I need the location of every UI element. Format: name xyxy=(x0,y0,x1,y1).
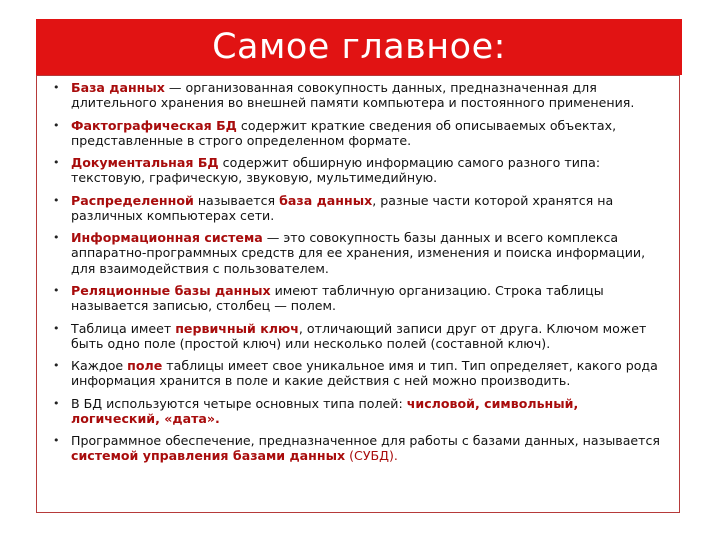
bullet-dot-icon: • xyxy=(53,193,60,207)
bullet-text: таблицы имеет свое уникальное имя и тип. Тип определяет, какого рода информация хранится в поле и какие действия с ней можно производить. xyxy=(71,358,658,389)
slide-title: Самое главное: xyxy=(212,26,506,67)
bullet-text: , отличающий записи друг от друга. Ключом может быть одно поле (простой ключ) или несколько полей (составной ключ). xyxy=(71,320,647,351)
bullet-item xyxy=(53,230,667,275)
term-database-inline: база данных xyxy=(279,192,373,208)
bullet-dot-icon: • xyxy=(53,81,60,94)
term-dbms: системой управления базами данных xyxy=(71,448,346,464)
bullet-dot-icon: • xyxy=(53,283,60,297)
bullet-text: Программное обеспечение, предназначенное для работы с базами данных, называется xyxy=(71,433,660,449)
bullet-dot-icon: • xyxy=(53,321,60,335)
bullet-dot-icon: • xyxy=(53,396,60,410)
bullet-text: называется xyxy=(193,192,280,208)
term-relational-db: Реляционные базы данных xyxy=(71,282,271,298)
bullet-item xyxy=(53,358,667,388)
bullet-item xyxy=(53,155,667,185)
bullet-dot-icon: • xyxy=(53,434,60,448)
bullet-text: Таблица имеет xyxy=(71,320,176,336)
content-box xyxy=(36,75,680,513)
bullet-text: Каждое xyxy=(71,358,128,374)
term-dbms-abbr: (СУБД). xyxy=(345,448,398,464)
term-factual-db: Фактографическая БД xyxy=(71,117,237,133)
bullet-text: , разные части которой хранятся на различных компьютерах сети. xyxy=(71,192,614,223)
bullet-dot-icon: • xyxy=(53,359,60,373)
bullet-list xyxy=(53,80,667,471)
term-documentary-db: Документальная БД xyxy=(71,155,219,171)
term-database: База данных xyxy=(71,80,165,95)
bullet-item xyxy=(53,80,667,110)
bullet-item xyxy=(53,118,667,148)
term-information-system: Информационная система xyxy=(71,230,263,246)
bullet-dot-icon: • xyxy=(53,231,60,245)
term-field-types: числовой, символьный, логический, «дата». xyxy=(71,395,579,426)
bullet-dot-icon: • xyxy=(53,156,60,170)
bullet-item xyxy=(53,321,667,351)
term-field: поле xyxy=(127,358,163,374)
bullet-text: содержит обширную информацию самого разного типа: текстовую, графическую, звуковую, мультимедийную. xyxy=(71,155,601,186)
bullet-text: — организованная совокупность данных, предназначенная для длительного хранения во внешней памяти компьютера и постоянного применения. xyxy=(71,80,635,111)
bullet-item xyxy=(53,283,667,313)
bullet-text: содержит краткие сведения об описываемых объектах, представленные в строго определенном формате. xyxy=(71,117,617,148)
bullet-item xyxy=(53,193,667,223)
bullet-text: — это совокупность базы данных и всего комплекса аппаратно-программных средств для ее хранения, изменения и поиска информации, для взаимодействия с пользователем. xyxy=(71,230,646,276)
bullet-text: В БД используются четыре основных типа полей: xyxy=(71,395,407,411)
bullet-item xyxy=(53,396,667,426)
bullet-item xyxy=(53,433,667,463)
title-bar xyxy=(36,19,682,75)
term-primary-key: первичный ключ xyxy=(175,320,299,336)
bullet-dot-icon: • xyxy=(53,118,60,132)
term-distributed: Распределенной xyxy=(71,192,194,208)
bullet-text: имеют табличную организацию. Строка таблицы называется записью, столбец — полем. xyxy=(71,282,604,314)
